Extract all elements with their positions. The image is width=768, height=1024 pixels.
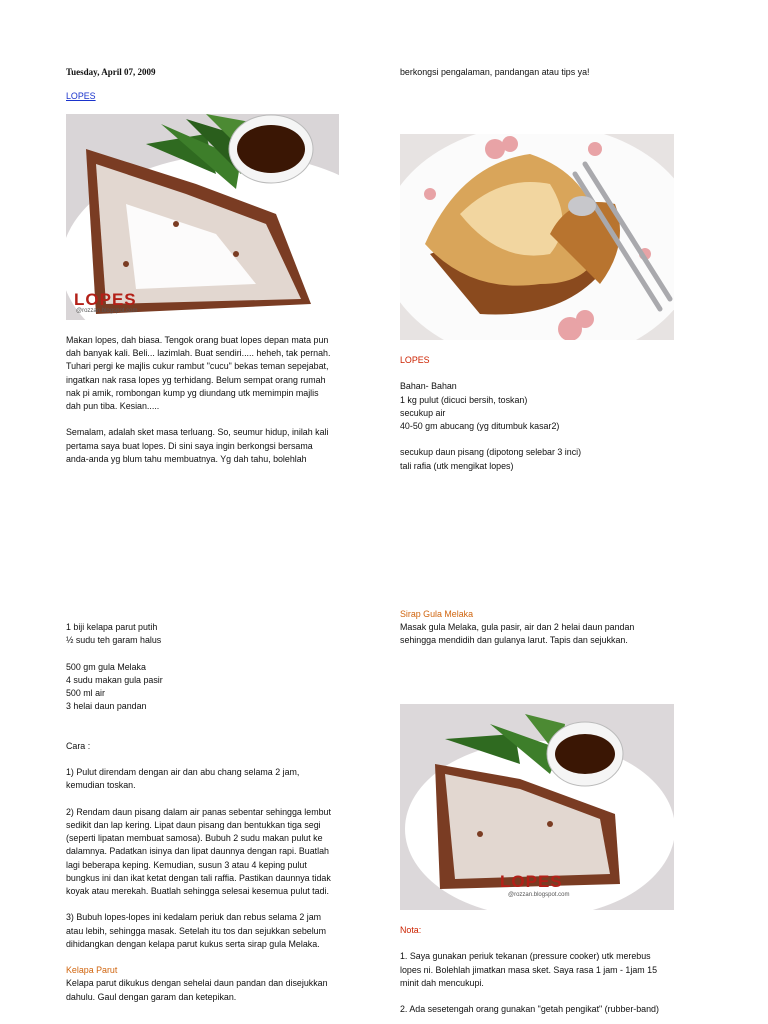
text-line: anda-anda yg blum tahu membuatnya. Yg dah tahu, bolehlah [66, 453, 307, 464]
text-line: Makan lopes, dah biasa. Tengok orang buat lopes depan mata pun [66, 335, 329, 345]
text-line: minit dah mencukupi. [400, 977, 484, 988]
text-line: 1. Saya gunakan periuk tekanan (pressure cooker) utk merebus [400, 951, 651, 962]
ingredient-line: secukup air [400, 407, 446, 418]
lopes-topping-photo [400, 134, 674, 340]
ingredient-line: ½ sudu teh garam halus [66, 635, 162, 646]
text-line: pertama saya buat lopes. Di sini saya ingin berkongsi bersama [66, 440, 313, 451]
recipe-title: LOPES [400, 355, 430, 365]
ingredient-line: secukup daun pisang (dipotong selebar 3 inci) [400, 447, 582, 458]
text-line: Tuhari pergi ke majlis cukur rambut "cucu" bekas teman sepejabat, [66, 361, 329, 372]
photo-watermark: @rozzan.blogspot.com [76, 308, 138, 314]
nota-section [400, 924, 700, 1016]
step-line: atau lebih, sehingga masak. Setelah itu tos dan sejukkan sebelum [66, 925, 327, 936]
bahan-heading: Bahan- Bahan [400, 381, 457, 392]
text-line: ingatkan nak rasa lopes yg terhidang. Belum sempat orang rumah [66, 374, 326, 385]
step-line: koyak atau merekah. Buatlah sehingga selesai kesemua pulut tadi. [66, 885, 329, 896]
lopes-photo [66, 114, 339, 320]
step-line: lagi beberapa keping. Kemudian, susun 3 atau 4 keping pulut [66, 859, 307, 870]
lopes-photo-2 [400, 704, 674, 910]
sirap-heading: Sirap Gula Melaka [400, 609, 474, 619]
photo-watermark: @rozzan.blogspot.com [508, 892, 570, 898]
text-line: dahulu. Gaul dengan garam dan ketepikan. [66, 991, 237, 1002]
ingredient-line: 1 kg pulut (dicuci bersih, toskan) [400, 394, 528, 405]
kelapa-heading: Kelapa Parut [66, 965, 118, 976]
step-line: (seperti lipatan membuat samosa). Bubuh 2 sudu makan pulut ke [66, 833, 323, 844]
text-line: sehingga mendidih dan gulanya larut. Tapis dan sejukkan. [400, 635, 628, 646]
ingredient-line: 500 gm gula Melaka [66, 661, 146, 672]
ingredient-line: 1 biji kelapa parut putih [66, 622, 158, 632]
ingredient-line: 4 sudu makan gula pasir [66, 674, 163, 685]
cara-label: Cara : [66, 740, 91, 751]
step-line: bungkus ini dan ikat ketat dengan tali raffia. Pastikan daunnya tidak [66, 872, 331, 883]
post-date: Tuesday, April 07, 2009 [66, 67, 156, 77]
photo-caption: LOPES [74, 290, 137, 309]
text-line: dah pun tiba. Kesian..... [66, 401, 160, 412]
ingredient-line: 3 helai daun pandan [66, 701, 147, 712]
text-line: lopes ni. Bolehlah jimatkan masa sket. Saya rasa 1 jam - 1jam 15 [400, 964, 658, 975]
step-line: dalamnya. Padatkan isinya dan lipat daunnya dengan rapi. Buatlah [66, 846, 329, 857]
text-line: Kelapa parut dikukus dengan sehelai daun pandan dan disejukkan [66, 978, 328, 989]
step-line: 1) Pulut direndam dengan air dan abu chang selama 2 jam, [66, 767, 300, 778]
ingredient-line: 500 ml air [66, 688, 105, 698]
text-line: dah banyak kali. Beli... lazimlah. Buat sendiri..... heheh, tak pernah. [66, 348, 331, 359]
ingredient-line: 40-50 gm abucang (yg ditumbuk kasar2) [400, 421, 560, 431]
post-title-link[interactable]: LOPES [66, 91, 96, 102]
text-line: Semalam, adalah sket masa terluang. So, seumur hidup, inilah kali [66, 427, 329, 438]
sirap-section [400, 608, 700, 648]
right-column-top [400, 66, 700, 79]
left-text [66, 334, 376, 466]
step-line: 2) Rendam daun pisang dalam air panas sebentar sehingga lembut [66, 806, 331, 817]
text-line: Masak gula Melaka, gula pasir, air dan 2 helai daun pandan [400, 622, 635, 633]
step-line: sedikit dan lap kering. Lipat daun pisang dan bentukkan tiga segi [66, 819, 321, 830]
intro-paragraph [66, 334, 376, 413]
intro-paragraph-2 [66, 426, 376, 466]
left-column [66, 66, 376, 103]
text-line: 2. Ada sesetengah orang gunakan "getah pengikat" (rubber-band) [400, 1004, 659, 1015]
nota-heading: Nota: [400, 925, 422, 935]
left-text-lower [66, 621, 376, 1004]
ingredient-line: tali rafia (utk mengikat lopes) [400, 460, 514, 471]
recipe-section [400, 354, 700, 473]
photo-caption: LOPES [500, 872, 563, 891]
continuation-text: berkongsi pengalaman, pandangan atau tips ya! [400, 67, 590, 77]
step-line: dihidangkan dengan kelapa parut kukus serta sirap gula Melaka. [66, 938, 320, 949]
step-line: 3) Bubuh lopes-lopes ini kedalam periuk dan rebus selama 2 jam [66, 912, 322, 923]
step-line: kemudian toskan. [66, 780, 136, 791]
text-line: nak pi amik, rombongan kump yg diundang utk memimpin majlis [66, 387, 319, 398]
